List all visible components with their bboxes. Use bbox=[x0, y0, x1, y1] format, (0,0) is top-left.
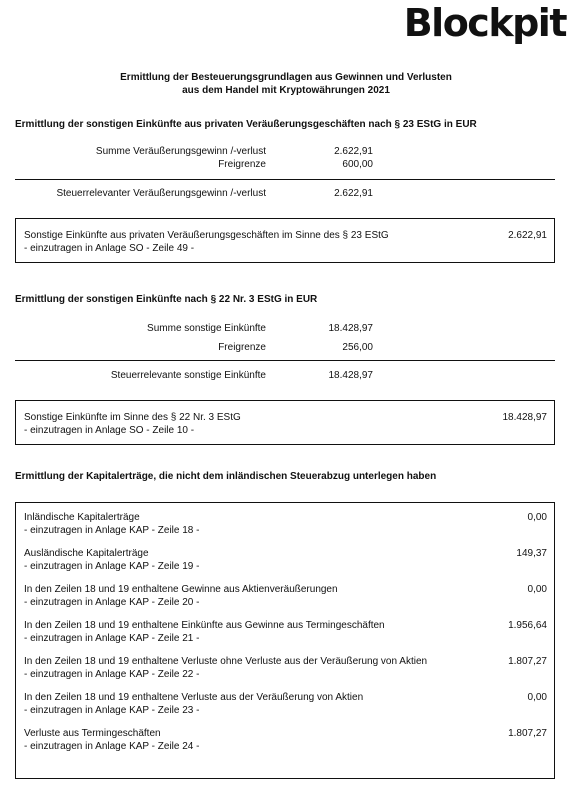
s3-item-4-amount: 1.807,27 bbox=[508, 656, 547, 667]
s3-item-4-note: - einzutragen in Anlage KAP - Zeile 22 - bbox=[24, 669, 200, 680]
s1-sum-value: 2.622,91 bbox=[334, 146, 373, 157]
section1-heading: Ermittlung der sonstigen Einkünfte aus privaten Veräußerungsgeschäften nach § 23 EStG in EUR bbox=[15, 119, 477, 130]
s1-result-row bbox=[24, 229, 547, 255]
s3-item-1-note: - einzutragen in Anlage KAP - Zeile 19 - bbox=[24, 561, 200, 572]
s3-item bbox=[24, 547, 547, 573]
s1-total-value: 2.622,91 bbox=[334, 188, 373, 199]
s3-item-3-note: - einzutragen in Anlage KAP - Zeile 21 - bbox=[24, 633, 200, 644]
s2-result-row bbox=[24, 411, 547, 437]
s2-result-box bbox=[15, 400, 555, 445]
blockpit-logo: Blockpit bbox=[403, 1, 566, 45]
document-title-line2: aus dem Handel mit Kryptowährungen 2021 bbox=[182, 85, 390, 96]
s2-result-amount: 18.428,97 bbox=[502, 412, 547, 423]
s3-item bbox=[24, 655, 547, 681]
s3-item-3-text: In den Zeilen 18 und 19 enthaltene Einkünfte aus Gewinne aus Termingeschäften bbox=[24, 620, 385, 631]
section2-heading: Ermittlung der sonstigen Einkünfte nach § 22 Nr. 3 EStG in EUR bbox=[15, 294, 318, 305]
section3-heading: Ermittlung der Kapitalerträge, die nicht dem inländischen Steuerabzug unterlegen haben bbox=[15, 471, 437, 482]
s1-divider bbox=[15, 179, 555, 180]
s3-item-5-text: In den Zeilen 18 und 19 enthaltene Verluste aus der Veräußerung von Aktien bbox=[24, 692, 364, 703]
s3-item bbox=[24, 727, 547, 753]
s1-result-amount: 2.622,91 bbox=[508, 230, 547, 241]
s3-item-6-text: Verluste aus Termingeschäften bbox=[24, 728, 161, 739]
s3-item-6-note: - einzutragen in Anlage KAP - Zeile 24 - bbox=[24, 741, 200, 752]
s3-item-1-amount: 149,37 bbox=[516, 548, 547, 559]
s1-result-box bbox=[15, 218, 555, 263]
s1-result-text: Sonstige Einkünfte aus privaten Veräußerungsgeschäften im Sinne des § 23 EStG bbox=[24, 230, 389, 241]
s3-item-2-note: - einzutragen in Anlage KAP - Zeile 20 - bbox=[24, 597, 200, 608]
s1-freigrenze-value: 600,00 bbox=[342, 159, 373, 170]
s3-item-1-text: Ausländische Kapitalerträge bbox=[24, 548, 149, 559]
s3-item-3-amount: 1.956,64 bbox=[508, 620, 547, 631]
s2-result-note: - einzutragen in Anlage SO - Zeile 10 - bbox=[24, 425, 195, 436]
s3-item-4-text: In den Zeilen 18 und 19 enthaltene Verluste ohne Verluste aus der Veräußerung von Aktien bbox=[24, 656, 428, 667]
s3-kap-box bbox=[15, 502, 555, 779]
s2-freigrenze-label: Freigrenze bbox=[218, 342, 266, 353]
s3-item bbox=[24, 691, 547, 717]
s3-item-5-amount: 0,00 bbox=[527, 692, 547, 703]
s3-item-0-note: - einzutragen in Anlage KAP - Zeile 18 - bbox=[24, 525, 200, 536]
s3-item bbox=[24, 619, 547, 645]
s2-sum-label: Summe sonstige Einkünfte bbox=[147, 323, 266, 334]
s2-sum-value: 18.428,97 bbox=[328, 323, 373, 334]
s1-total-label: Steuerrelevanter Veräußerungsgewinn /-verlust bbox=[56, 188, 266, 199]
s2-freigrenze-value: 256,00 bbox=[342, 342, 373, 353]
s1-result-note: - einzutragen in Anlage SO - Zeile 49 - bbox=[24, 243, 195, 254]
s3-item bbox=[24, 511, 547, 537]
document-title-line1: Ermittlung der Besteuerungsgrundlagen aus Gewinnen und Verlusten bbox=[120, 72, 452, 83]
s3-item-5-note: - einzutragen in Anlage KAP - Zeile 23 - bbox=[24, 705, 200, 716]
s3-item-2-amount: 0,00 bbox=[527, 584, 547, 595]
s2-divider bbox=[15, 360, 555, 361]
s2-total-value: 18.428,97 bbox=[328, 370, 373, 381]
s3-item-0-amount: 0,00 bbox=[527, 512, 547, 523]
s3-item-2-text: In den Zeilen 18 und 19 enthaltene Gewinne aus Aktienveräußerungen bbox=[24, 584, 338, 595]
document-title bbox=[0, 71, 572, 97]
s3-item-6-amount: 1.807,27 bbox=[508, 728, 547, 739]
s1-freigrenze-label: Freigrenze bbox=[218, 159, 266, 170]
s1-sum-label: Summe Veräußerungsgewinn /-verlust bbox=[95, 146, 266, 157]
s2-total-label: Steuerrelevante sonstige Einkünfte bbox=[110, 370, 266, 381]
s3-item-0-text: Inländische Kapitalerträge bbox=[24, 512, 140, 523]
s3-item bbox=[24, 583, 547, 609]
s2-result-text: Sonstige Einkünfte im Sinne des § 22 Nr. 3 EStG bbox=[24, 412, 241, 423]
